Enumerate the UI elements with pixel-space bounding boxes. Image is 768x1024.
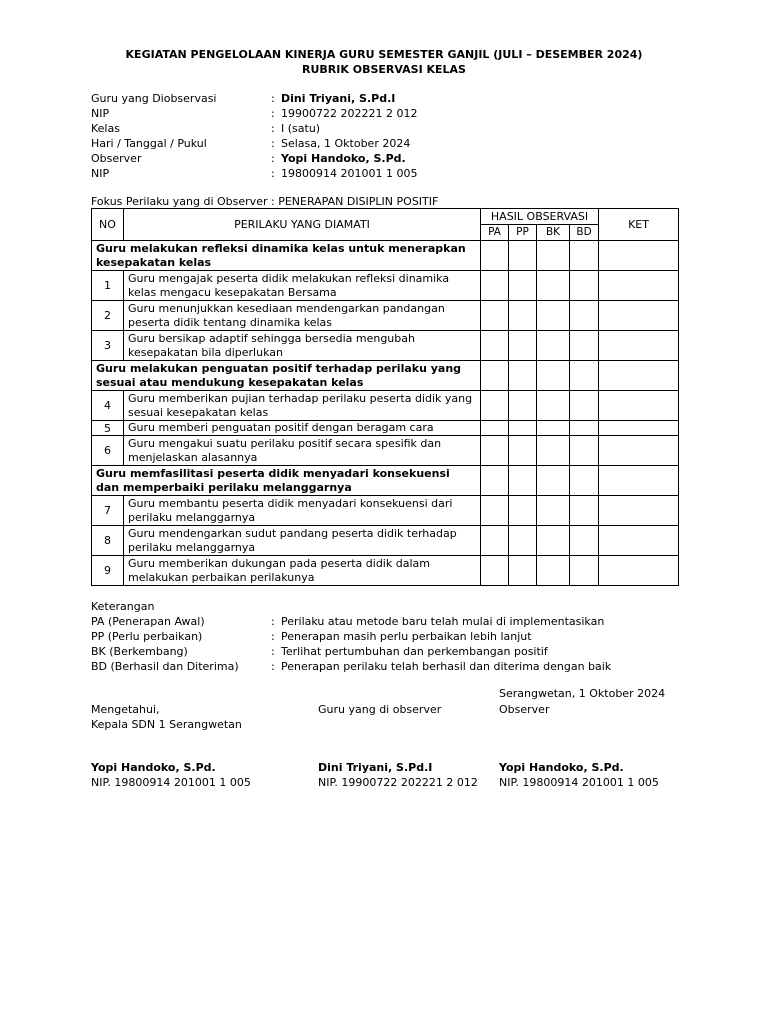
cell-pa	[481, 301, 509, 331]
group-row	[92, 466, 679, 496]
cell-pa	[481, 361, 509, 391]
observer-name: Yopi Handoko, S.Pd.	[499, 761, 624, 774]
signature-block-teacher	[318, 702, 441, 717]
cell-note	[599, 241, 679, 271]
cell-pa	[481, 331, 509, 361]
cell-pp	[509, 391, 537, 421]
cell-pa	[481, 526, 509, 556]
table-row	[92, 496, 679, 526]
info-value: Dini Triyani, S.Pd.I	[281, 92, 396, 105]
cell-note	[599, 331, 679, 361]
principal-name: Yopi Handoko, S.Pd.	[91, 761, 216, 774]
item-number: 5	[92, 421, 124, 436]
header-pa: PA	[481, 225, 509, 241]
item-behavior: Guru menunjukkan kesediaan mendengarkan pandangan peserta didik tentang dinamika kelas	[124, 301, 481, 331]
legend-colon: :	[271, 615, 275, 628]
item-behavior: Guru mengakui suatu perilaku positif secara spesifik dan menjelaskan alasannya	[124, 436, 481, 466]
item-behavior: Guru memberi penguatan positif dengan beragam cara	[124, 421, 481, 436]
cell-bd	[570, 496, 599, 526]
cell-pp	[509, 331, 537, 361]
cell-pa	[481, 241, 509, 271]
info-value: Selasa, 1 Oktober 2024	[281, 137, 411, 150]
header-result: HASIL OBSERVASI	[481, 209, 599, 225]
item-number: 4	[92, 391, 124, 421]
focus-value: PENERAPAN DISIPLIN POSITIF	[278, 195, 439, 208]
item-number: 2	[92, 301, 124, 331]
place-date: Serangwetan, 1 Oktober 2024	[499, 687, 666, 700]
item-number: 9	[92, 556, 124, 586]
table-row	[92, 556, 679, 586]
info-colon: :	[271, 167, 275, 180]
observer-title: Observer	[499, 703, 550, 716]
cell-pp	[509, 526, 537, 556]
item-behavior: Guru membantu peserta didik menyadari konsekuensi dari perilaku melanggarnya	[124, 496, 481, 526]
focus-line	[91, 195, 438, 209]
cell-pp	[509, 361, 537, 391]
legend-desc: Terlihat pertumbuhan dan perkembangan positif	[281, 645, 548, 658]
cell-pp	[509, 241, 537, 271]
cell-pa	[481, 466, 509, 496]
signature-block-observer	[499, 702, 549, 717]
cell-bk	[537, 241, 570, 271]
cell-pp	[509, 301, 537, 331]
cell-note	[599, 271, 679, 301]
info-row	[91, 91, 691, 106]
observation-info	[91, 91, 691, 181]
legend-row	[91, 659, 611, 674]
info-value: 19900722 202221 2 012	[281, 107, 418, 120]
info-label: Hari / Tanggal / Pukul	[91, 137, 207, 150]
cell-bd	[570, 241, 599, 271]
item-behavior: Guru memberikan dukungan pada peserta didik dalam melakukan perbaikan perilakunya	[124, 556, 481, 586]
focus-label: Fokus Perilaku yang di Observer :	[91, 195, 275, 208]
group-title: Guru memfasilitasi peserta didik menyadari konsekuensi dan memperbaiki perilaku melanggarnya	[92, 466, 481, 496]
info-value: 19800914 201001 1 005	[281, 167, 418, 180]
item-number: 1	[92, 271, 124, 301]
legend-desc: Perilaku atau metode baru telah mulai di implementasikan	[281, 615, 605, 628]
document-subtitle: RUBRIK OBSERVASI KELAS	[302, 63, 466, 76]
cell-note	[599, 361, 679, 391]
cell-bd	[570, 331, 599, 361]
cell-pp	[509, 271, 537, 301]
cell-pp	[509, 421, 537, 436]
cell-note	[599, 466, 679, 496]
table-row	[92, 391, 679, 421]
cell-bk	[537, 391, 570, 421]
info-label: NIP	[91, 107, 110, 120]
table-row	[92, 331, 679, 361]
info-label: Kelas	[91, 122, 120, 135]
info-value: I (satu)	[281, 122, 321, 135]
legend-desc: Penerapan masih perlu perbaikan lebih lanjut	[281, 630, 532, 643]
principal-title: Kepala SDN 1 Serangwetan	[91, 718, 242, 731]
cell-bd	[570, 421, 599, 436]
cell-bd	[570, 526, 599, 556]
info-label: NIP	[91, 167, 110, 180]
legend-row	[91, 644, 611, 659]
legend	[91, 599, 611, 674]
cell-note	[599, 526, 679, 556]
item-behavior: Guru memberikan pujian terhadap perilaku peserta didik yang sesuai kesepakatan kelas	[124, 391, 481, 421]
rubric-table	[91, 208, 679, 586]
item-behavior: Guru mendengarkan sudut pandang peserta didik terhadap perilaku melanggarnya	[124, 526, 481, 556]
info-row	[91, 151, 691, 166]
legend-term: PP (Perlu perbaikan)	[91, 630, 203, 643]
header-behavior: PERILAKU YANG DIAMATI	[124, 209, 481, 241]
cell-bk	[537, 271, 570, 301]
item-number: 7	[92, 496, 124, 526]
legend-colon: :	[271, 645, 275, 658]
item-behavior: Guru mengajak peserta didik melakukan refleksi dinamika kelas mengacu kesepakatan Bersama	[124, 271, 481, 301]
cell-bk	[537, 361, 570, 391]
item-number: 8	[92, 526, 124, 556]
group-row	[92, 361, 679, 391]
cell-pa	[481, 271, 509, 301]
signature-block-principal	[91, 702, 242, 732]
table-row	[92, 271, 679, 301]
group-title: Guru melakukan refleksi dinamika kelas untuk menerapkan kesepakatan kelas	[92, 241, 481, 271]
principal-nip: NIP. 19800914 201001 1 005	[91, 776, 251, 789]
document-title: KEGIATAN PENGELOLAAN KINERJA GURU SEMESTER GANJIL (JULI – DESEMBER 2024)	[125, 48, 643, 61]
cell-pa	[481, 436, 509, 466]
legend-desc: Penerapan perilaku telah berhasil dan diterima dengan baik	[281, 660, 612, 673]
cell-bd	[570, 466, 599, 496]
cell-bk	[537, 556, 570, 586]
teacher-title: Guru yang di observer	[318, 703, 442, 716]
info-colon: :	[271, 107, 275, 120]
table-row	[92, 526, 679, 556]
cell-bd	[570, 436, 599, 466]
info-colon: :	[271, 137, 275, 150]
cell-pa	[481, 556, 509, 586]
cell-bk	[537, 436, 570, 466]
table-row	[92, 421, 679, 436]
header-no: NO	[92, 209, 124, 241]
table-row	[92, 436, 679, 466]
legend-row	[91, 629, 611, 644]
info-row	[91, 121, 691, 136]
legend-term: BK (Berkembang)	[91, 645, 188, 658]
cell-bk	[537, 331, 570, 361]
legend-colon: :	[271, 630, 275, 643]
cell-bk	[537, 526, 570, 556]
observer-signature	[499, 760, 659, 790]
cell-note	[599, 436, 679, 466]
cell-pp	[509, 496, 537, 526]
teacher-name: Dini Triyani, S.Pd.I	[318, 761, 433, 774]
cell-bd	[570, 301, 599, 331]
cell-note	[599, 421, 679, 436]
group-row	[92, 241, 679, 271]
item-number: 3	[92, 331, 124, 361]
cell-note	[599, 556, 679, 586]
legend-term: BD (Berhasil dan Diterima)	[91, 660, 239, 673]
header-pp: PP	[509, 225, 537, 241]
cell-pp	[509, 556, 537, 586]
cell-pa	[481, 391, 509, 421]
principal-signature	[91, 760, 251, 790]
cell-note	[599, 301, 679, 331]
info-row	[91, 106, 691, 121]
cell-pa	[481, 496, 509, 526]
info-colon: :	[271, 152, 275, 165]
info-row	[91, 136, 691, 151]
cell-pp	[509, 436, 537, 466]
legend-term: PA (Penerapan Awal)	[91, 615, 205, 628]
item-behavior: Guru bersikap adaptif sehingga bersedia mengubah kesepakatan bila diperlukan	[124, 331, 481, 361]
cell-note	[599, 496, 679, 526]
table-row	[92, 301, 679, 331]
cell-bk	[537, 301, 570, 331]
info-label: Observer	[91, 152, 142, 165]
cell-note	[599, 391, 679, 421]
legend-colon: :	[271, 660, 275, 673]
group-title: Guru melakukan penguatan positif terhadap perilaku yang sesuai atau mendukung kesepakatan kelas	[92, 361, 481, 391]
cell-bk	[537, 496, 570, 526]
legend-row	[91, 614, 611, 629]
info-colon: :	[271, 122, 275, 135]
info-row	[91, 166, 691, 181]
item-number: 6	[92, 436, 124, 466]
cell-pp	[509, 466, 537, 496]
legend-title: Keterangan	[91, 600, 155, 613]
cell-bd	[570, 391, 599, 421]
cell-bd	[570, 271, 599, 301]
teacher-signature	[318, 760, 478, 790]
header-bd: BD	[570, 225, 599, 241]
info-label: Guru yang Diobservasi	[91, 92, 217, 105]
cell-pa	[481, 421, 509, 436]
header-bk: BK	[537, 225, 570, 241]
cell-bk	[537, 466, 570, 496]
cell-bk	[537, 421, 570, 436]
header-note: KET	[599, 209, 679, 241]
info-value: Yopi Handoko, S.Pd.	[281, 152, 406, 165]
principal-acknowledge-label: Mengetahui,	[91, 703, 160, 716]
observer-nip: NIP. 19800914 201001 1 005	[499, 776, 659, 789]
cell-bd	[570, 556, 599, 586]
info-colon: :	[271, 92, 275, 105]
cell-bd	[570, 361, 599, 391]
teacher-nip: NIP. 19900722 202221 2 012	[318, 776, 478, 789]
